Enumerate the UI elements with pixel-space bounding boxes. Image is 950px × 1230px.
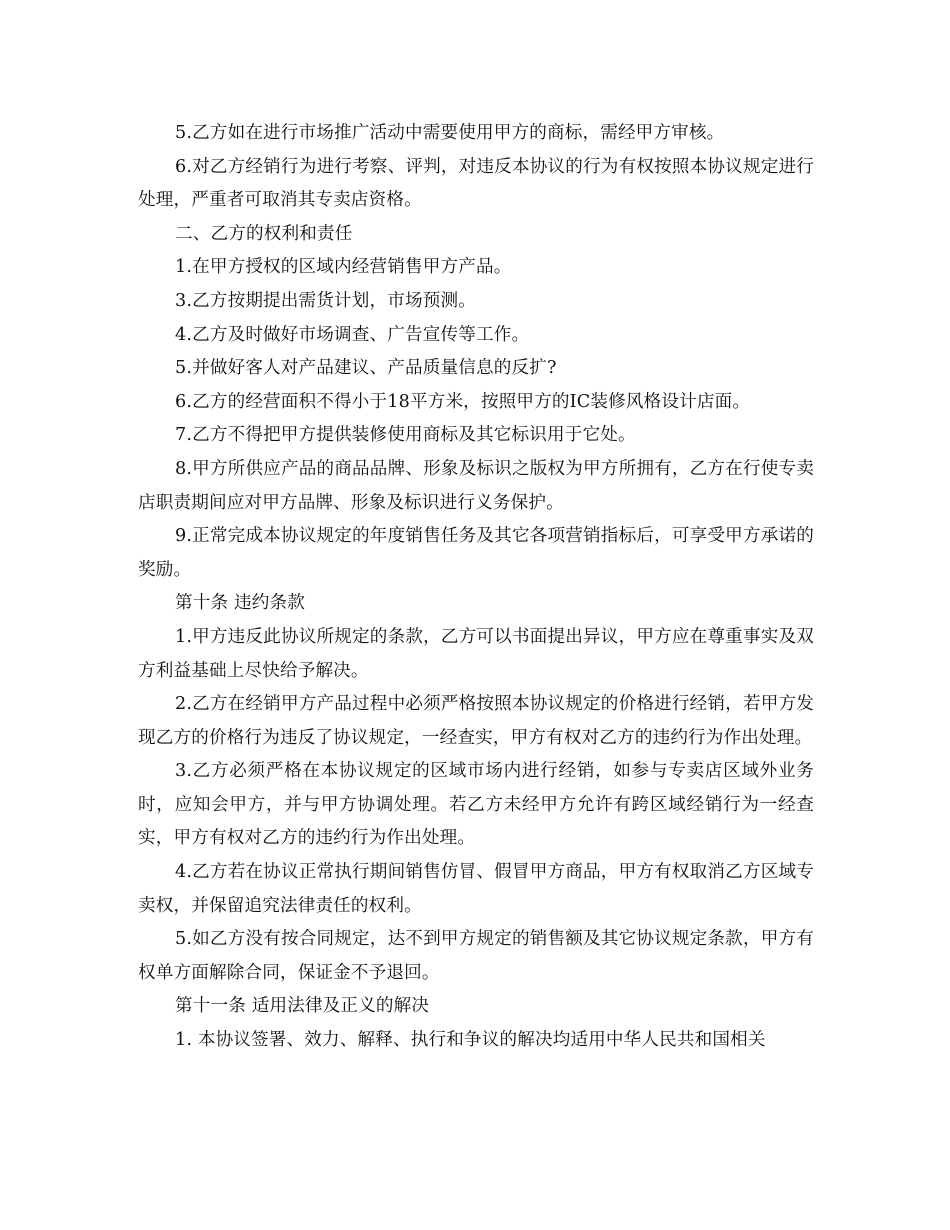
paragraph: 6.乙方的经营面积不得小于18平方米，按照甲方的IC装修风格设计店面。	[175, 391, 751, 412]
paragraph: 6.对乙方经销行为进行考察、评判，对违反本协议的行为有权按照本协议规定进行处理，严重者可取消其专卖店资格。	[138, 156, 814, 211]
paragraph: 5.乙方如在进行市场推广活动中需要使用甲方的商标，需经甲方审核。	[175, 123, 725, 143]
paragraph: 3.乙方按期提出需货计划，市场预测。	[175, 290, 476, 311]
paragraph: 1.在甲方授权的区域内经营销售甲方产品。	[175, 257, 512, 278]
paragraph: 1. 本协议签署、效力、解释、执行和争议的解决均适用中华人民共和国相关	[175, 1030, 766, 1051]
document-body	[138, 117, 814, 1058]
article-heading: 第十一条 适用法律及正义的解决	[175, 996, 430, 1017]
paragraph: 4.乙方若在协议正常执行期间销售仿冒、假冒甲方商品，甲方有权取消乙方区域专卖权，并保留追究法律责任的权利。	[138, 862, 814, 916]
paragraph: 4.乙方及时做好市场调查、广告宣传等工作。	[175, 324, 530, 345]
section-heading: 二、乙方的权利和责任	[175, 223, 353, 244]
article-heading: 第十条 违约条款	[175, 593, 305, 614]
paragraph: 9.正常完成本协议规定的年度销售任务及其它各项营销指标后，可享受甲方承诺的奖励。	[138, 526, 814, 580]
paragraph: 2.乙方在经销甲方产品过程中必须严格按照本协议规定的价格进行经销，若甲方发现乙方的价格行为违反了协议规定，一经查实，甲方有权对乙方的违约行为作出处理。	[138, 694, 814, 748]
paragraph: 1.甲方违反此协议所规定的条款，乙方可以书面提出异议，甲方应在尊重事实及双方利益基础上尽快给予解决。	[138, 626, 814, 681]
paragraph: 8.甲方所供应产品的商品品牌、形象及标识之版权为甲方所拥有，乙方在行使专卖店职责期间应对甲方品牌、形象及标识进行义务保护。	[138, 458, 814, 513]
paragraph: 3.乙方必须严格在本协议规定的区域市场内进行经销，如参与专卖店区域外业务时，应知会甲方，并与甲方协调处理。若乙方未经甲方允许有跨区域经销行为一经查实，甲方有权对乙方的违约行为作出处理。	[138, 761, 814, 849]
paragraph: 5.并做好客人对产品建议、产品质量信息的反扩?	[175, 358, 557, 379]
paragraph: 7.乙方不得把甲方提供装修使用商标及其它标识用于它处。	[175, 425, 636, 446]
paragraph: 5.如乙方没有按合同规定，达不到甲方规定的销售额及其它协议规定条款，甲方有权单方面解除合同，保证金不予退回。	[138, 929, 814, 983]
